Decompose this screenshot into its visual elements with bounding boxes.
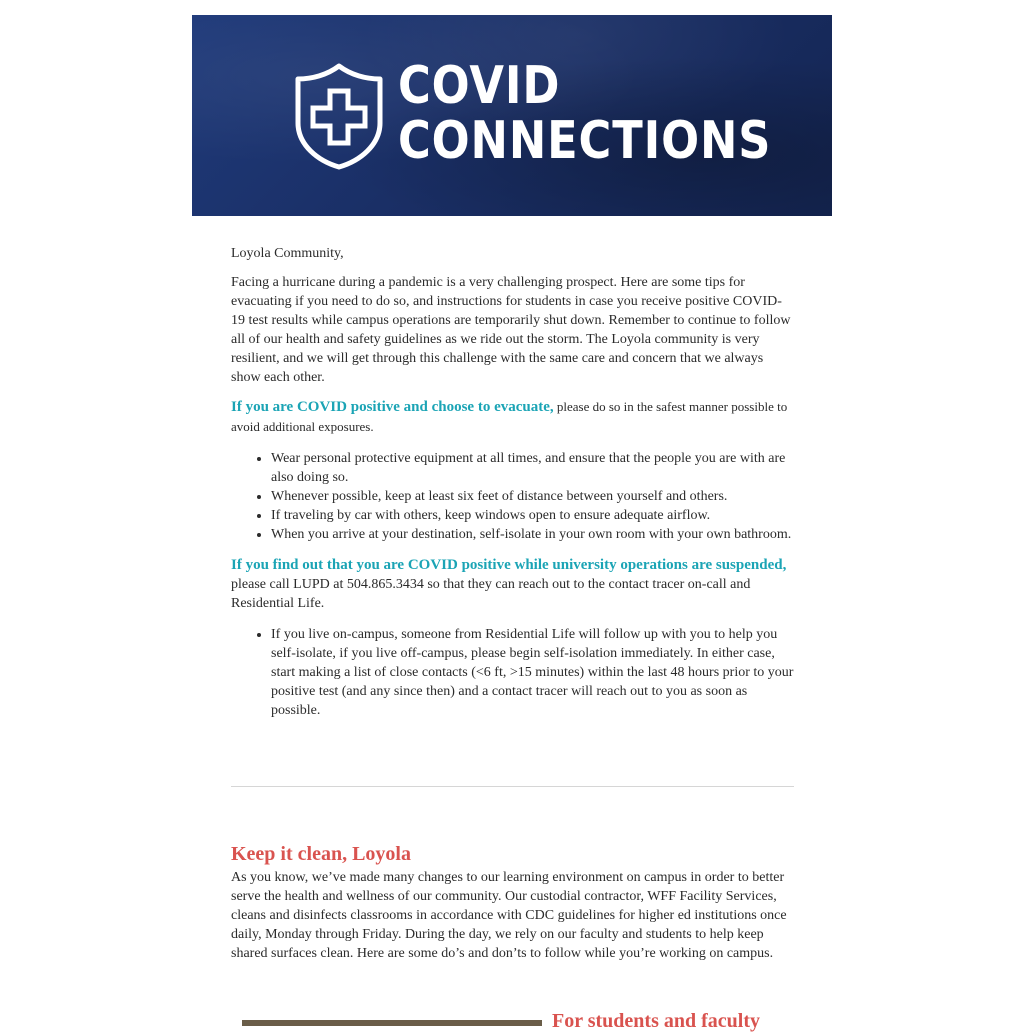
banner-title-line1: COVID (398, 56, 561, 116)
suspended-text: please call LUPD at 504.865.3434 so that they can reach out to the contact tracer on-call and Residential Life. (231, 577, 751, 611)
covid-connections-banner (192, 15, 832, 216)
greeting: Loyola Community, (231, 246, 344, 261)
banner-title (398, 56, 772, 171)
evacuate-paragraph (231, 397, 794, 437)
suspended-paragraph (231, 556, 794, 613)
students-faculty-heading: For students and faculty (552, 1010, 760, 1032)
list-item: • Whenever possible, keep at least six feet of distance between yourself and others. (271, 487, 794, 506)
shield-cross-icon (294, 63, 384, 171)
banner-title-line2: CONNECTIONS (398, 111, 772, 171)
classroom-photo (242, 1020, 542, 1026)
keep-clean-section (231, 842, 794, 963)
list-item: • Wear personal protective equipment at all times, and ensure that the people you are with are also doing so. (271, 449, 794, 487)
intro-paragraph: Facing a hurricane during a pandemic is a very challenging prospect. Here are some tips for evacuating if you need to do so, and instructions for students in case you receive positive COVID-19 test results while campus operations are temporarily shut down. Remember to continue to follow all of our health and safety guidelines as we ride out the storm. The Loyola community is very resilient, and we will get through this challenge with the same care and concern that we always show each other. (231, 275, 791, 385)
keep-clean-paragraph: As you know, we’ve made many changes to our learning environment on campus in order to better serve the health and wellness of our community. Our custodial contractor, WFF Facility Services, cleans and disinfects classrooms in accordance with CDC guidelines for higher ed institutions once daily, Monday through Friday. During the day, we rely on our faculty and students to help keep shared surfaces clean. Here are some do’s and don’ts to follow while you’re working on campus. (231, 870, 787, 961)
suspended-heading: If you find out that you are COVID positive while university operations are suspended, (231, 557, 787, 573)
main-content (231, 244, 794, 732)
list-item: • If you live on-campus, someone from Residential Life will follow up with you to help you self-isolate, if you live off-campus, please begin self-isolation immediately. In either case, start making a list of close contacts (<6 ft, >15 minutes) within the last 48 hours prior to your positive test (and any since then) and a contact tracer will reach out to you as soon as possible. (271, 625, 794, 720)
suspended-list (231, 625, 794, 720)
evacuate-heading: If you are COVID positive and choose to evacuate, (231, 399, 554, 415)
evacuate-list (231, 449, 794, 544)
section-divider (231, 786, 794, 787)
evacuate-text: please do so in the safest manner possible to avoid additional exposures. (231, 399, 788, 434)
list-item: • When you arrive at your destination, self-isolate in your own room with your own bathroom. (271, 525, 794, 544)
keep-clean-heading: Keep it clean, Loyola (231, 843, 411, 865)
list-item: • If traveling by car with others, keep windows open to ensure adequate airflow. (271, 506, 794, 525)
